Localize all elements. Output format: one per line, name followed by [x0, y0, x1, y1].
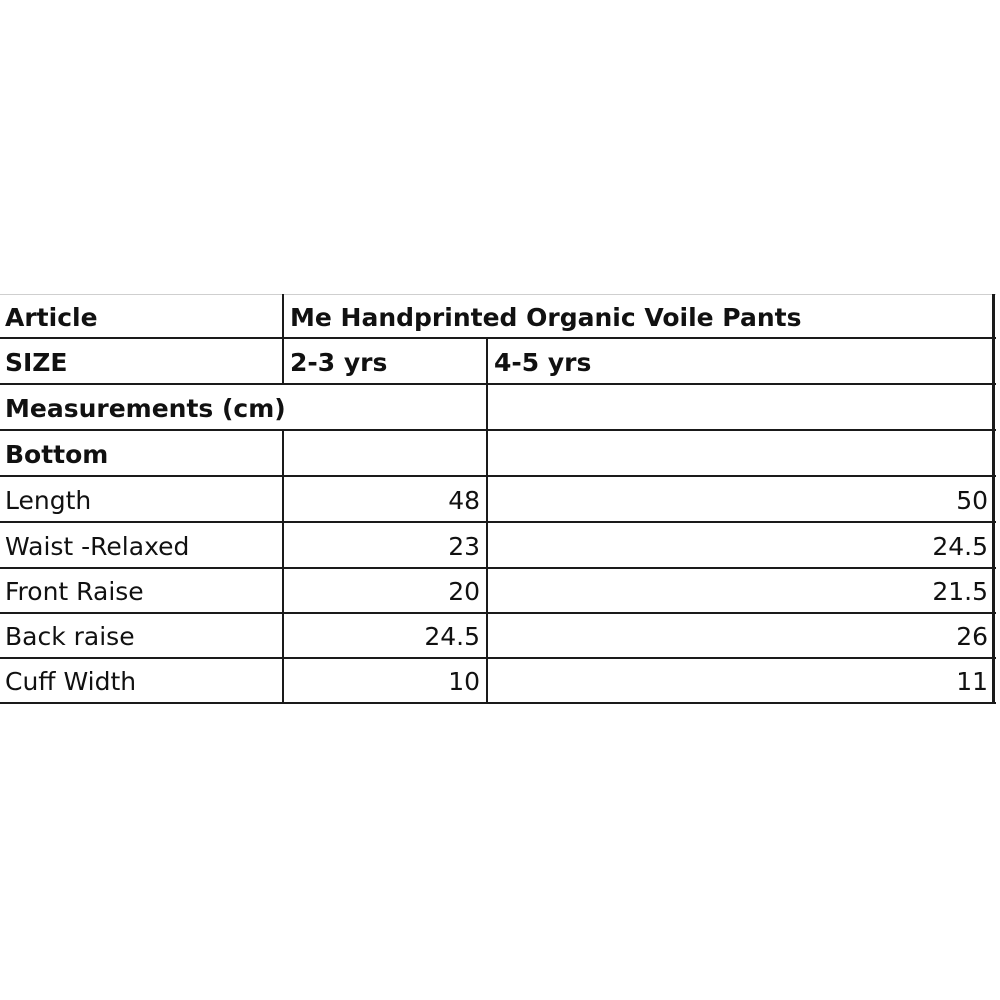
measurements-label: Measurements (cm) [5, 394, 286, 423]
row-value: 50 [956, 486, 988, 515]
grid-line [992, 294, 995, 704]
row-value: 24.5 [932, 532, 988, 561]
row-value: 48 [448, 486, 480, 515]
row-label: Length [5, 486, 92, 515]
row-value: 10 [448, 667, 480, 696]
row-label: Waist -Relaxed [5, 532, 190, 561]
row-label: Back raise [5, 622, 135, 651]
row-value: 24.5 [424, 622, 480, 651]
size-column-header: 2-3 yrs [290, 348, 388, 377]
grid-line [282, 294, 284, 383]
row-label: Cuff Width [5, 667, 137, 696]
size-label: SIZE [5, 348, 68, 377]
row-value: 21.5 [932, 577, 988, 606]
row-value: 11 [956, 667, 988, 696]
section-label: Bottom [5, 440, 109, 469]
row-value: 23 [448, 532, 480, 561]
article-label: Article [5, 303, 98, 332]
size-column-header: 4-5 yrs [494, 348, 592, 377]
grid-line [486, 339, 488, 704]
row-value: 20 [448, 577, 480, 606]
size-chart-table [0, 294, 996, 704]
row-label: Front Raise [5, 577, 144, 606]
grid-line [282, 429, 284, 704]
article-value: Me Handprinted Organic Voile Pants [290, 303, 802, 332]
row-value: 26 [956, 622, 988, 651]
